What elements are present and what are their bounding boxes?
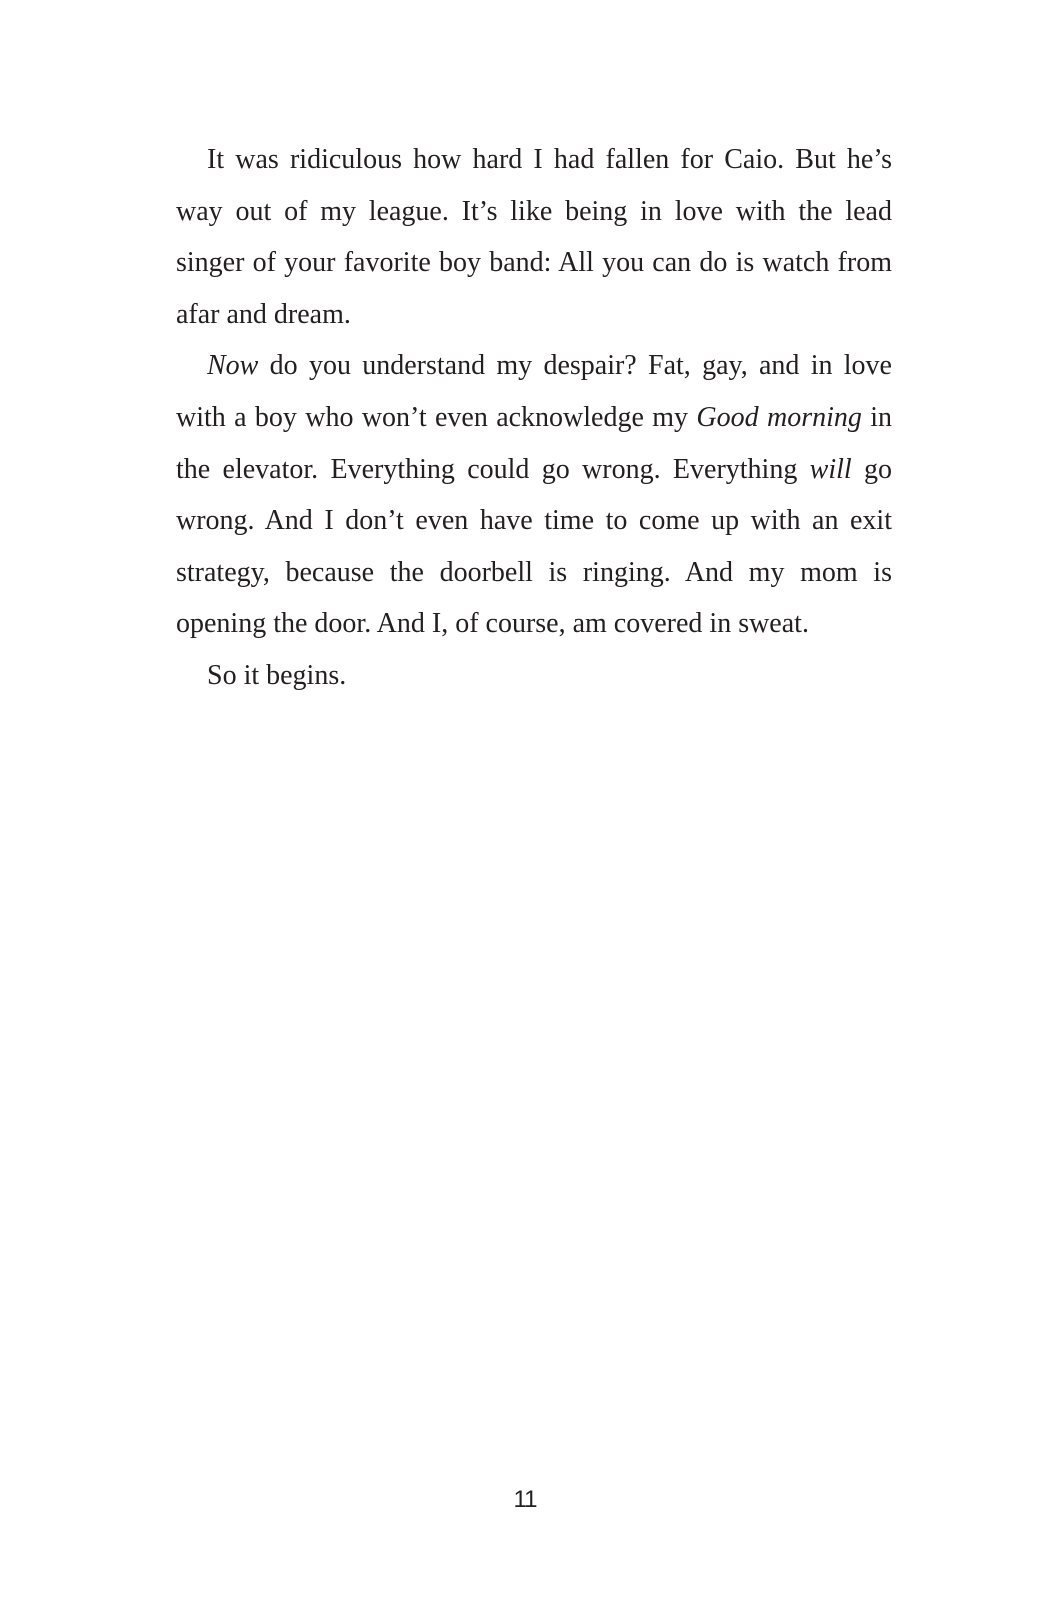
emphasis-now: Now [207, 350, 259, 382]
emphasis-good-morning: Good morning [696, 401, 862, 433]
paragraph-2-text-b: in the elevator. Everything could go wrong. Everything [176, 401, 893, 485]
page-number: 11 [513, 1486, 537, 1513]
paragraph-3 [176, 650, 892, 702]
paragraph-2 [176, 340, 892, 650]
paragraph-1-text: It was ridiculous how hard I had fallen for Caio. But he’s way out of my league. It’s like being in love with the lead singer of your favorite boy band: All you can do is watch from afar and dream. [176, 144, 892, 330]
emphasis-will: will [809, 453, 852, 485]
paragraph-2-text-c: go wrong. And I don’t even have time to come up with an exit strategy, because the doorbell is ringing. And my mom is opening the door. And I, of course, am covered in sweat. [176, 453, 892, 640]
body-text [176, 134, 892, 702]
paragraph-3-text: So it begins. [207, 659, 347, 691]
paragraph-2-text-a: do you understand my despair? Fat, gay, and in love with a boy who won’t even acknowledge my [176, 350, 892, 433]
paragraph-1 [176, 134, 892, 340]
